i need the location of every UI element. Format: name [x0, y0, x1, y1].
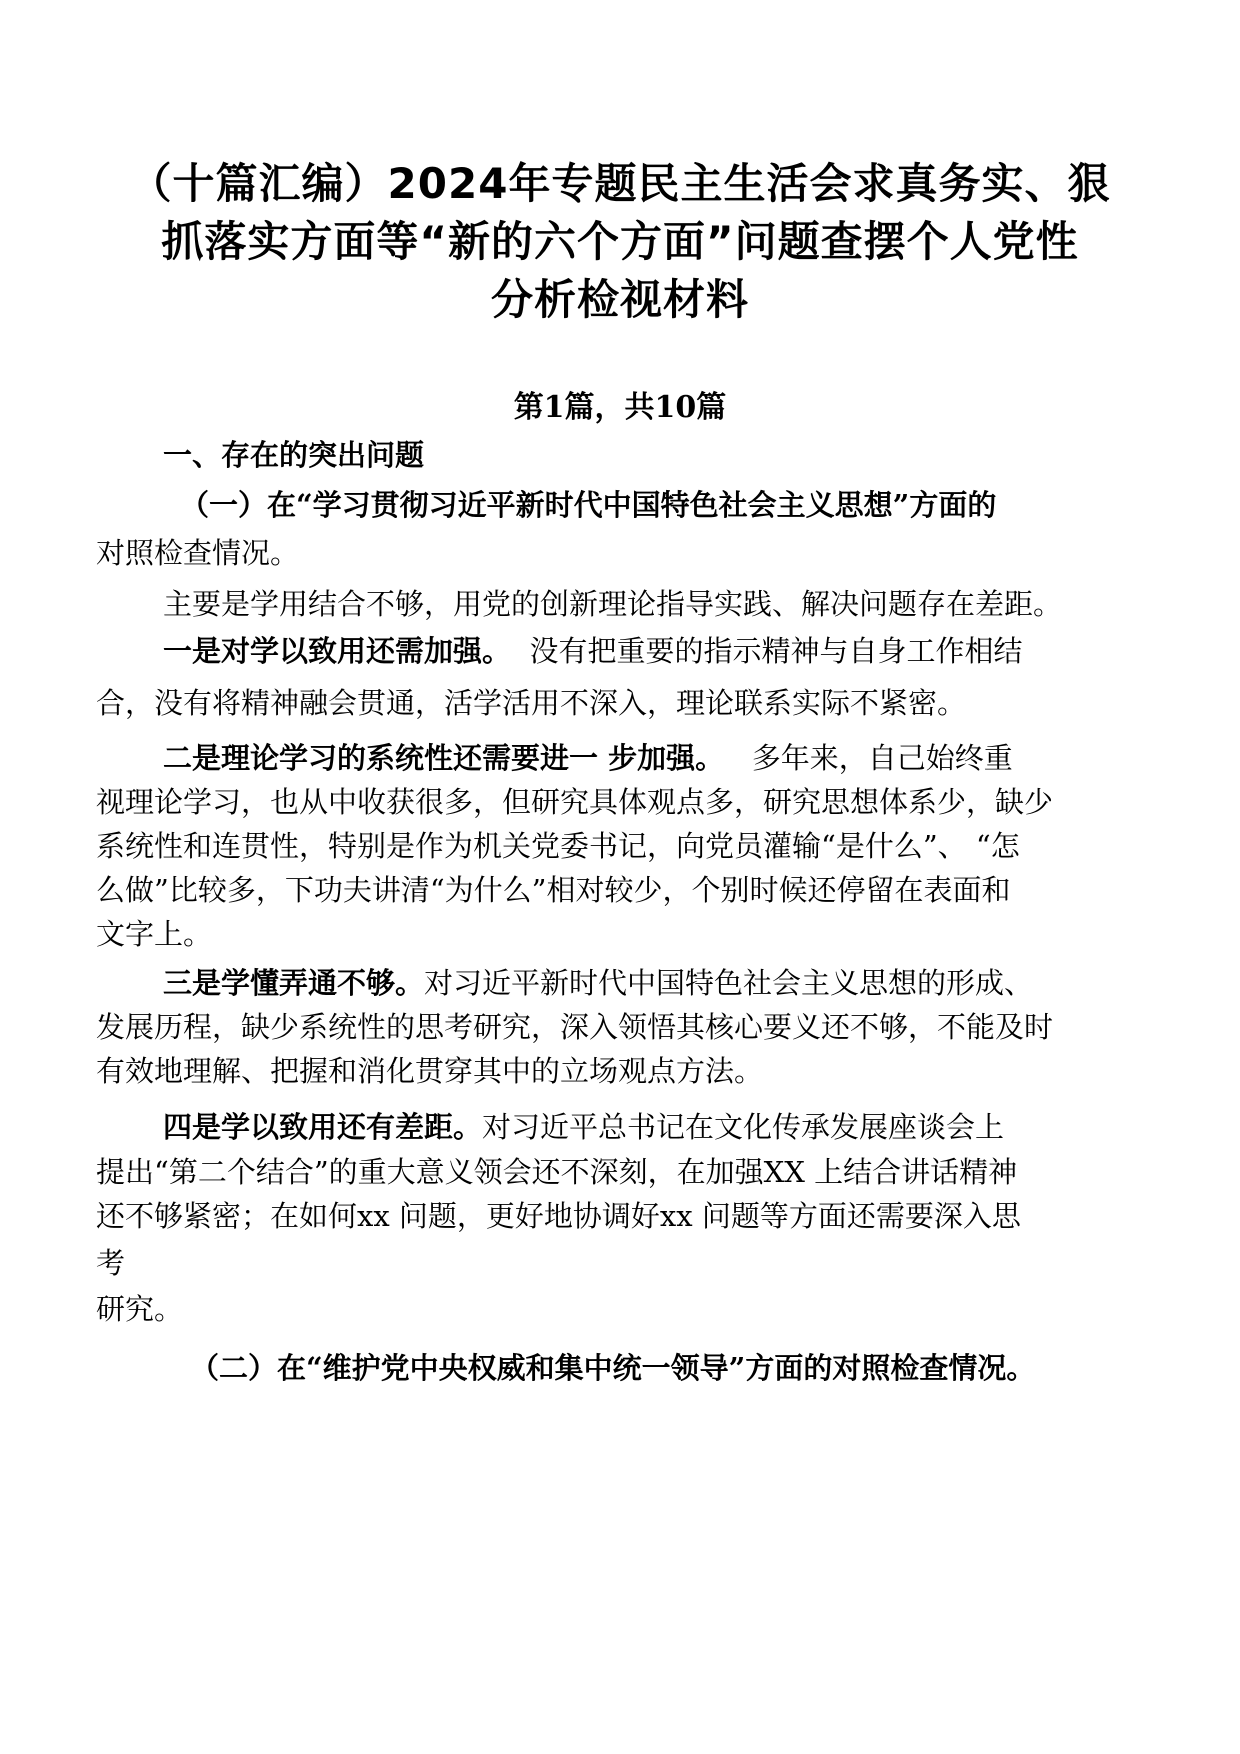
point-3-line-3: 有效地理解、把握和消化贯穿其中的立场观点方法。 [96, 1054, 764, 1088]
point-4-line-3: 还不够紧密；在如何xx 问题，更好地协调好xx 问题等方面还需要深入思 [96, 1199, 1021, 1233]
subsection-1-heading-line-1: （一）在“学习贯彻习近平新时代中国特色社会主义思想”方面的 [180, 488, 997, 522]
title-line-1: （十篇汇编）2024年专题民主生活会求真务实、狠 [129, 159, 1111, 208]
point-2-line-4: 么做”比较多，下功夫讲清“为什么”相对较少，个别时候还停留在表面和 [96, 873, 1011, 907]
subsection-1-heading-line-2: 对照检查情况。 [96, 536, 300, 570]
point-2-line-1 [163, 738, 1013, 778]
point-2-text: 多年来，自己始终重 [751, 741, 1013, 775]
point-2-line-3: 系统性和连贯性，特别是作为机关党委书记，向党员灌输“是什么”、 “怎 [96, 829, 1020, 863]
title-line-3: 分析检视材料 [490, 275, 749, 324]
point-1-text: 没有把重要的指示精神与自身工作相结 [529, 634, 1023, 668]
point-1-line-1 [163, 631, 1022, 671]
point-1-lead: 一是对学以致用还需加强。 [163, 634, 512, 668]
point-2-line-5: 文字上。 [96, 917, 213, 951]
point-4-text: 对习近平总书记在文化传承发展座谈会上 [482, 1110, 1005, 1144]
point-4-lead: 四是学以致用还有差距。 [163, 1110, 483, 1144]
point-2-line-2: 视理论学习，也从中收获很多，但研究具体观点多，研究思想体系少，缺少 [96, 785, 1054, 819]
title-line-2: 抓落实方面等“新的六个方面”问题查摆个人党性 [161, 217, 1079, 266]
document-title [60, 155, 1180, 329]
section-heading-problems: 一、存在的突出问题 [163, 438, 425, 472]
point-3-line-2: 发展历程，缺少系统性的思考研究，深入领悟其核心要义还不够，不能及时 [96, 1010, 1054, 1044]
point-4-line-4: 考 [96, 1246, 126, 1280]
point-4-line-1 [163, 1107, 1004, 1147]
subsection-2-heading: （二）在“维护党中央权威和集中统一领导”方面的对照检查情况。 [190, 1351, 1036, 1385]
point-3-lead: 三是学懂弄通不够。 [163, 966, 425, 1000]
point-3-line-1 [163, 963, 1033, 1003]
point-4-line-2: 提出“第二个结合”的重大意义领会还不深刻，在加强XX 上结合讲话精神 [96, 1155, 1018, 1189]
subsection-1-intro: 主要是学用结合不够，用党的创新理论指导实践、解决问题存在差距。 [163, 587, 1063, 621]
point-2-lead: 二是理论学习的系统性还需要进一 步加强。 [163, 741, 725, 775]
point-1-line-2: 合，没有将精神融会贯通，活学活用不深入，理论联系实际不紧密。 [96, 686, 967, 720]
point-3-text: 对习近平新时代中国特色社会主义思想的形成、 [424, 966, 1034, 1000]
part-heading: 第1篇，共10篇 [513, 390, 727, 425]
point-4-line-5: 研究。 [96, 1292, 184, 1326]
